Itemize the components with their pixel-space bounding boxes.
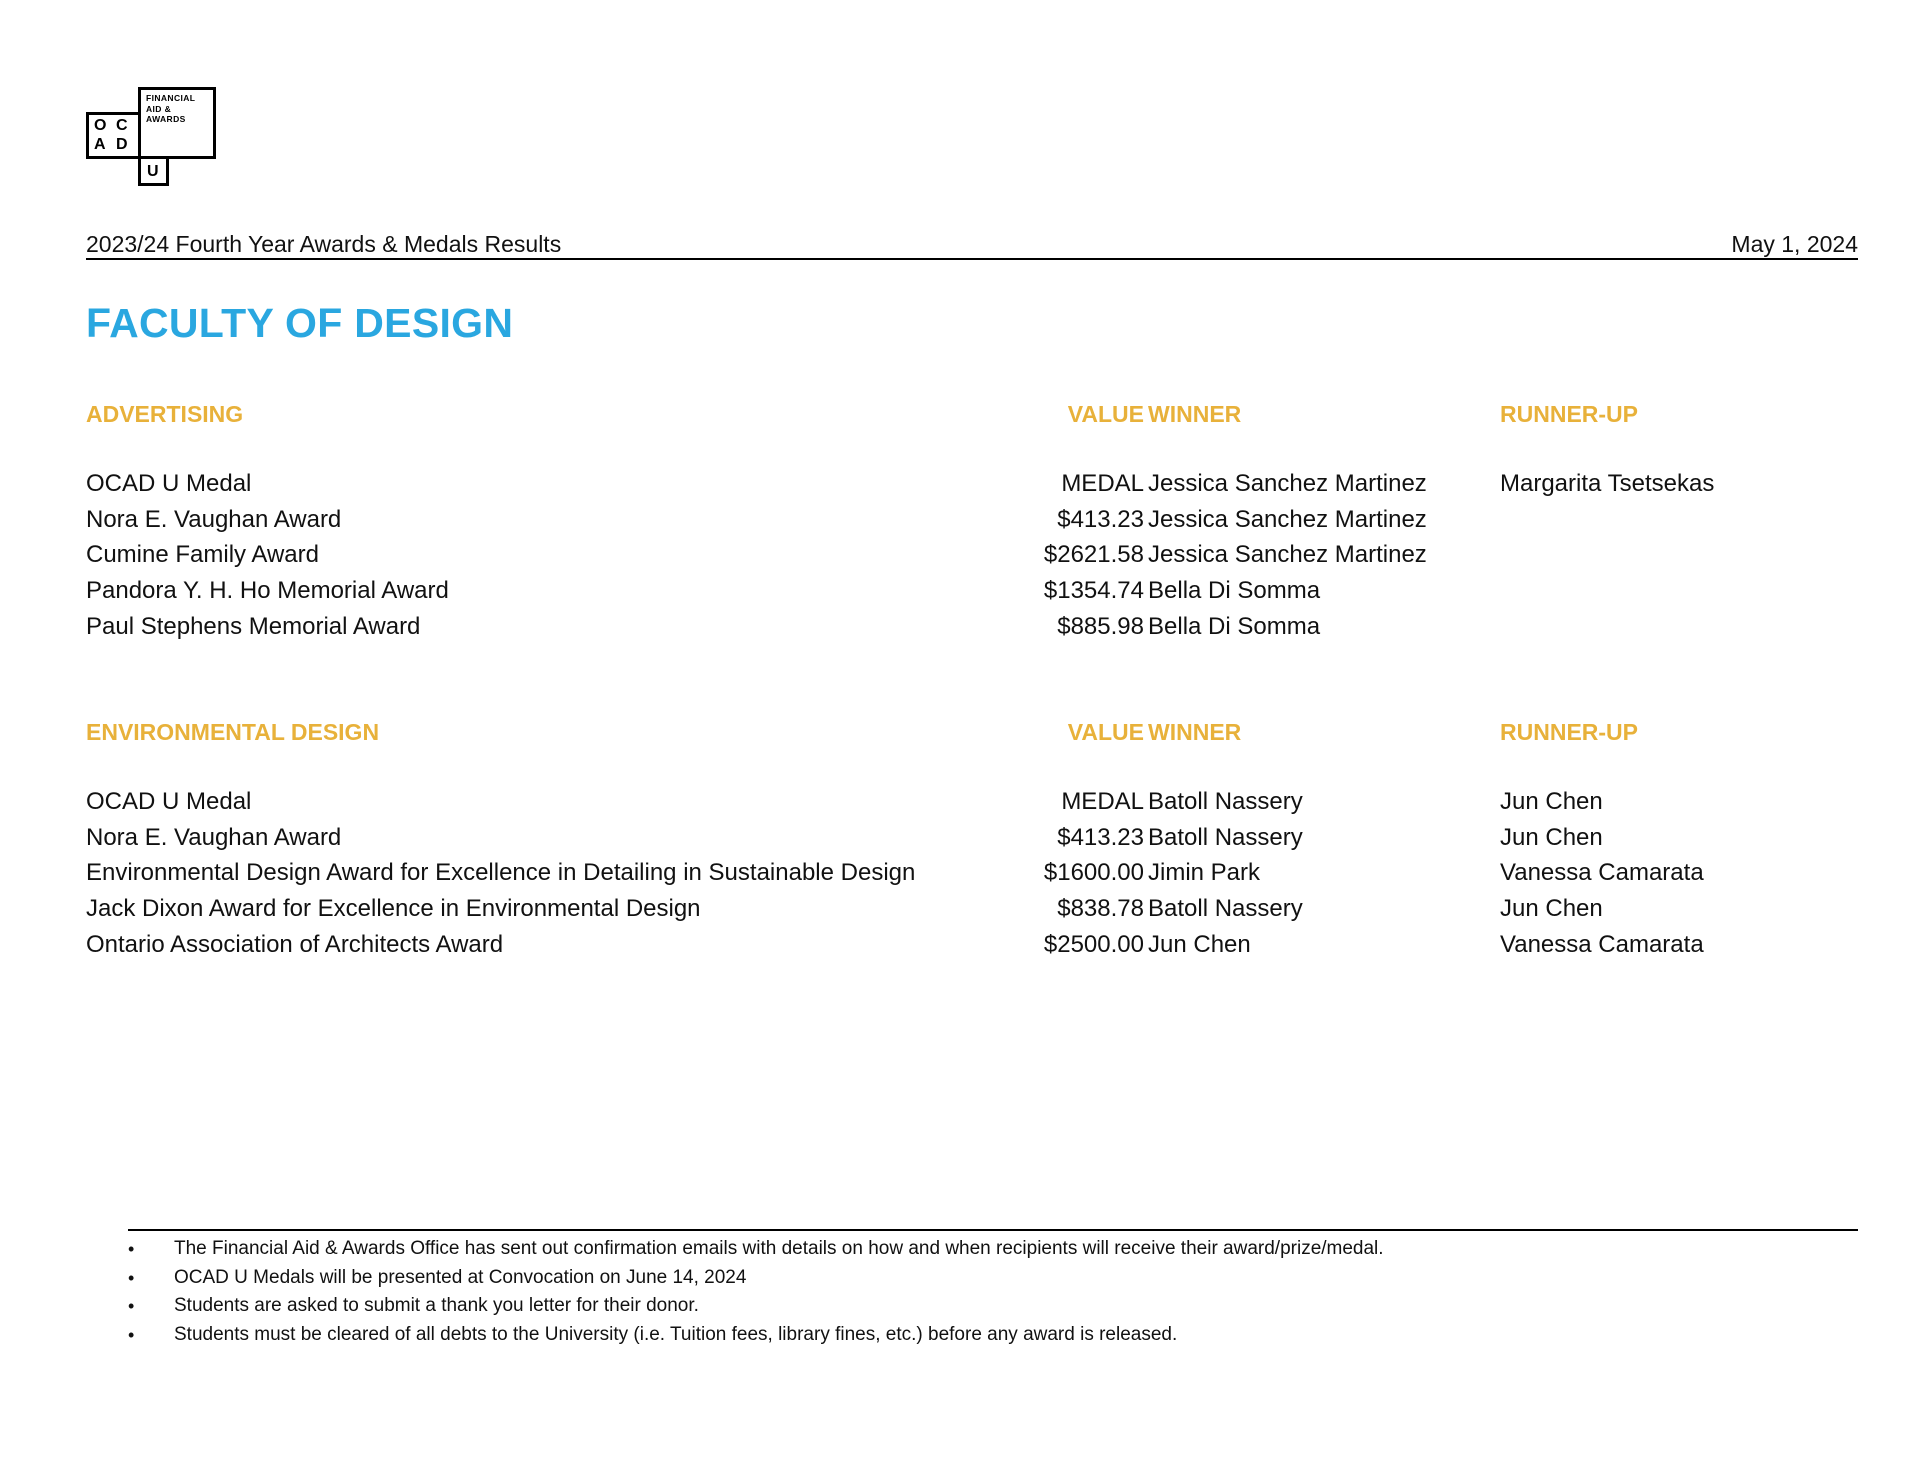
award-name: Environmental Design Award for Excellence in Detailing in Sustainable Design — [86, 859, 916, 887]
section-header — [86, 714, 1858, 750]
award-runner-up: Jun Chen — [1500, 788, 1603, 815]
logo-letter-o: O — [94, 117, 108, 134]
footnote-item — [128, 1235, 1858, 1264]
award-name: Nora E. Vaughan Award — [86, 823, 342, 851]
logo-letter-u: U — [147, 163, 160, 180]
section-header — [86, 396, 1858, 432]
award-name: OCAD U Medal — [86, 470, 252, 497]
document-header — [86, 230, 1858, 260]
column-header-runner-up: RUNNER-UP — [1500, 401, 1638, 427]
section-environmental-design — [86, 714, 1858, 962]
logo-line-1: FINANCIAL — [146, 93, 196, 103]
award-value: MEDAL — [1061, 788, 1144, 815]
award-value: MEDAL — [1061, 470, 1144, 497]
award-winner: Jun Chen — [1148, 930, 1251, 958]
award-name: Paul Stephens Memorial Award — [86, 612, 421, 640]
award-list — [86, 784, 1858, 962]
logo-letter-d: D — [116, 136, 129, 153]
footnote-text: Students are asked to submit a thank you letter for their donor. — [174, 1295, 699, 1316]
table-row — [86, 502, 1858, 538]
logo-line-3: AWARDS — [146, 114, 186, 124]
table-row — [86, 466, 1858, 502]
table-row — [86, 855, 1858, 891]
footnotes — [128, 1229, 1858, 1349]
bullet-icon: • — [128, 1296, 135, 1316]
footnote-text: OCAD U Medals will be presented at Convocation on June 14, 2024 — [174, 1266, 747, 1288]
award-value: $413.23 — [1057, 823, 1144, 851]
section-name: ADVERTISING — [86, 401, 244, 427]
column-header-winner: WINNER — [1148, 401, 1242, 427]
award-value: $1354.74 — [1043, 577, 1144, 605]
award-winner: Batoll Nassery — [1148, 823, 1303, 851]
award-value: $413.23 — [1057, 505, 1144, 533]
logo-letter-a: A — [94, 136, 107, 153]
bullet-icon: • — [128, 1239, 135, 1259]
footnote-text: The Financial Aid & Awards Office has sent out confirmation emails with details on how and when recipients will receive their award/prize/medal. — [174, 1238, 1384, 1259]
award-list — [86, 466, 1858, 644]
award-value: $885.98 — [1057, 612, 1144, 640]
footnote-item — [128, 1321, 1858, 1350]
award-winner: Batoll Nassery — [1148, 788, 1303, 815]
award-name: Ontario Association of Architects Award — [86, 930, 504, 958]
award-winner: Batoll Nassery — [1148, 895, 1303, 923]
award-name: Nora E. Vaughan Award — [86, 505, 342, 533]
award-winner: Bella Di Somma — [1148, 612, 1321, 640]
footnote-list — [128, 1235, 1858, 1349]
logo-line-2: AID & — [146, 103, 172, 114]
bullet-icon: • — [128, 1324, 135, 1345]
section-advertising — [86, 396, 1858, 644]
award-value: $2621.58 — [1043, 541, 1144, 569]
award-name: Pandora Y. H. Ho Memorial Award — [86, 577, 449, 605]
column-header-winner: WINNER — [1148, 719, 1242, 745]
award-runner-up: Vanessa Camarata — [1500, 859, 1704, 887]
document-title: 2023/24 Fourth Year Awards & Medals Results — [86, 231, 562, 257]
section-name: ENVIRONMENTAL DESIGN — [86, 719, 380, 745]
award-runner-up: Jun Chen — [1500, 895, 1603, 923]
logo-letter-c: C — [116, 117, 129, 134]
table-row — [86, 891, 1858, 927]
award-name: OCAD U Medal — [86, 788, 252, 815]
award-winner: Bella Di Somma — [1148, 577, 1321, 605]
award-winner: Jessica Sanchez Martinez — [1148, 470, 1427, 497]
award-name: Jack Dixon Award for Excellence in Environmental Design — [86, 895, 701, 923]
footnote-item — [128, 1264, 1858, 1293]
table-row — [86, 784, 1858, 820]
ocad-u-logo — [86, 87, 218, 197]
award-value: $2500.00 — [1043, 930, 1144, 958]
footnote-item — [128, 1292, 1858, 1321]
award-runner-up: Vanessa Camarata — [1500, 930, 1704, 958]
table-row — [86, 537, 1858, 573]
table-row — [86, 820, 1858, 856]
award-winner: Jimin Park — [1148, 859, 1261, 887]
award-winner: Jessica Sanchez Martinez — [1148, 505, 1427, 533]
bullet-icon: • — [128, 1267, 135, 1288]
award-value: $1600.00 — [1043, 859, 1144, 887]
award-runner-up: Margarita Tsetsekas — [1500, 470, 1715, 497]
column-header-value: VALUE — [1067, 401, 1144, 427]
table-row — [86, 573, 1858, 609]
faculty-title: FACULTY OF DESIGN — [86, 300, 514, 346]
document-date: May 1, 2024 — [1731, 231, 1858, 257]
award-value: $838.78 — [1057, 895, 1144, 923]
table-row — [86, 927, 1858, 963]
column-header-runner-up: RUNNER-UP — [1500, 719, 1638, 745]
award-winner: Jessica Sanchez Martinez — [1148, 541, 1427, 569]
award-name: Cumine Family Award — [86, 541, 319, 569]
award-runner-up: Jun Chen — [1500, 823, 1603, 851]
footnote-text: Students must be cleared of all debts to the University (i.e. Tuition fees, library fines, etc.) before any award is released. — [174, 1323, 1178, 1345]
table-row — [86, 609, 1858, 645]
logo-office-text — [146, 93, 195, 125]
column-header-value: VALUE — [1067, 719, 1144, 745]
